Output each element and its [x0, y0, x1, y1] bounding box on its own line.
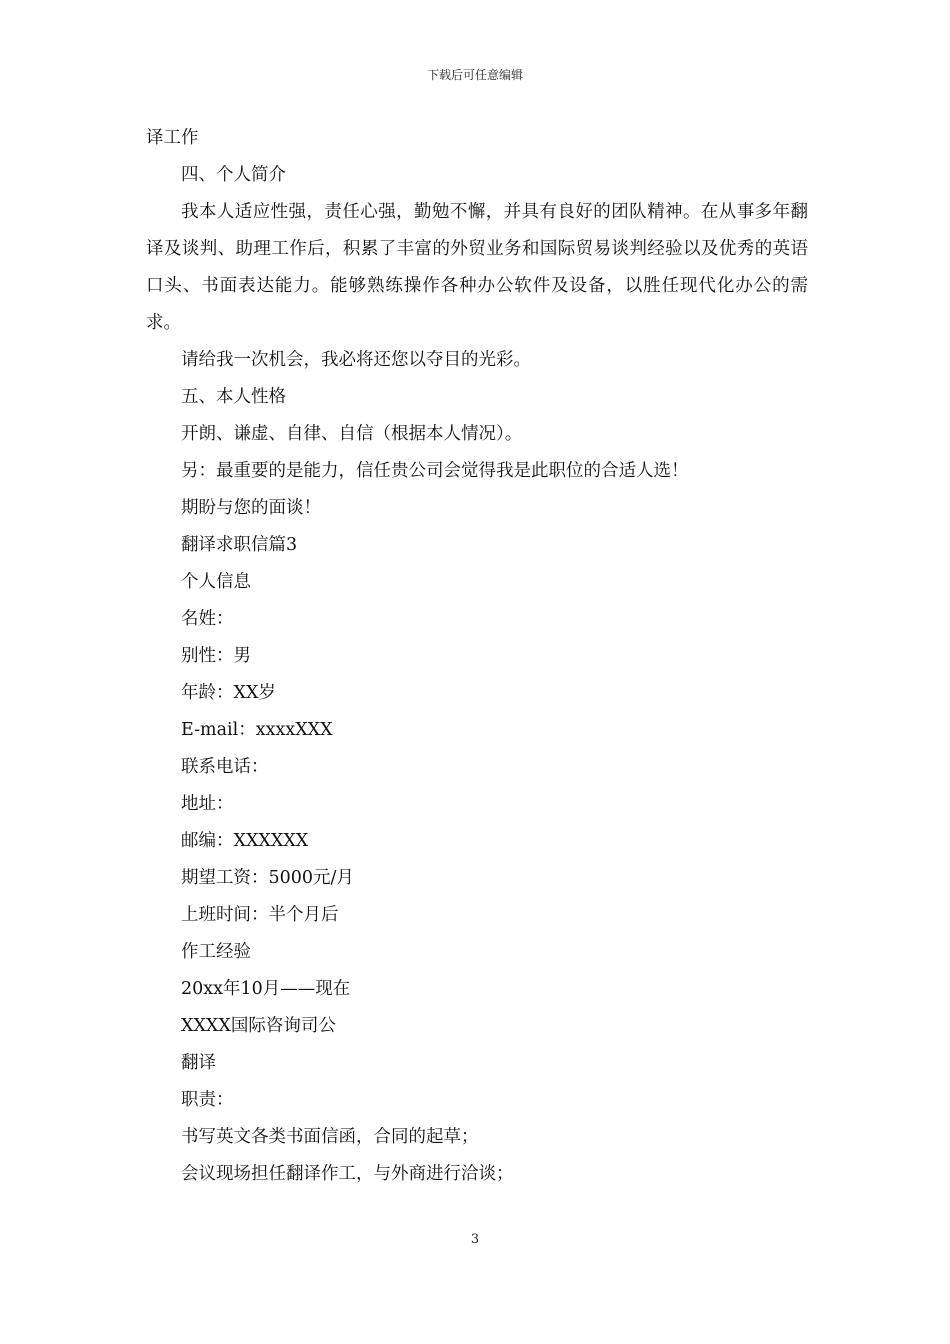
- field-start-time: 上班时间：半个月后: [181, 905, 339, 925]
- text-line: 请给我一次机会，我必将还您以夺目的光彩。: [181, 350, 531, 370]
- text-line: 译工作: [146, 128, 199, 148]
- section-heading: 个人信息: [181, 572, 251, 592]
- job-duties-label: 职责：: [181, 1090, 234, 1110]
- job-company: XXXX国际咨询司公: [181, 1016, 336, 1036]
- text-line: 期盼与您的面谈！: [181, 498, 321, 518]
- text-line: 开朗、谦虚、自律、自信（根据本人情况）。: [181, 424, 523, 444]
- section-heading: 作工经验: [181, 942, 251, 962]
- field-age: 年龄：XX岁: [181, 683, 276, 703]
- field-name: 名姓：: [181, 609, 234, 629]
- field-gender: 别性：男: [181, 646, 251, 666]
- page-number: 3: [470, 1232, 480, 1247]
- field-phone: 联系电话：: [181, 757, 269, 777]
- job-period: 20xx年10月——现在: [181, 979, 351, 999]
- intro-paragraph: 我本人适应性强，责任心强，勤勉不懈，并具有良好的团队精神。在从事多年翻译及谈判、助理工作后，积累了丰富的外贸业务和国际贸易谈判经验以及优秀的英语口头、书面表达能力。能够熟练操作各种办公软件及设备，以胜任现代化办公的需求。: [146, 202, 808, 333]
- section-heading: 五、本人性格: [181, 387, 286, 407]
- section-heading: 四、个人简介: [181, 165, 286, 185]
- job-duty: 会议现场担任翻译作工，与外商进行洽谈；: [181, 1164, 514, 1184]
- field-address: 地址：: [181, 794, 234, 814]
- field-postcode: 邮编：XXXXXX: [181, 831, 309, 851]
- job-title: 翻译: [181, 1053, 216, 1073]
- document-body: [146, 120, 808, 1193]
- job-duty: 书写英文各类书面信函，合同的起草；: [181, 1127, 479, 1147]
- field-email: E-mail：xxxxXXX: [181, 720, 333, 740]
- article-title: 翻译求职信篇3: [181, 535, 298, 555]
- field-salary: 期望工资：5000元/月: [181, 868, 354, 888]
- text-line: 另：最重要的是能力，信任贵公司会觉得我是此职位的合适人选！: [181, 461, 689, 481]
- page-header-note: 下载后可任意编辑: [426, 68, 523, 82]
